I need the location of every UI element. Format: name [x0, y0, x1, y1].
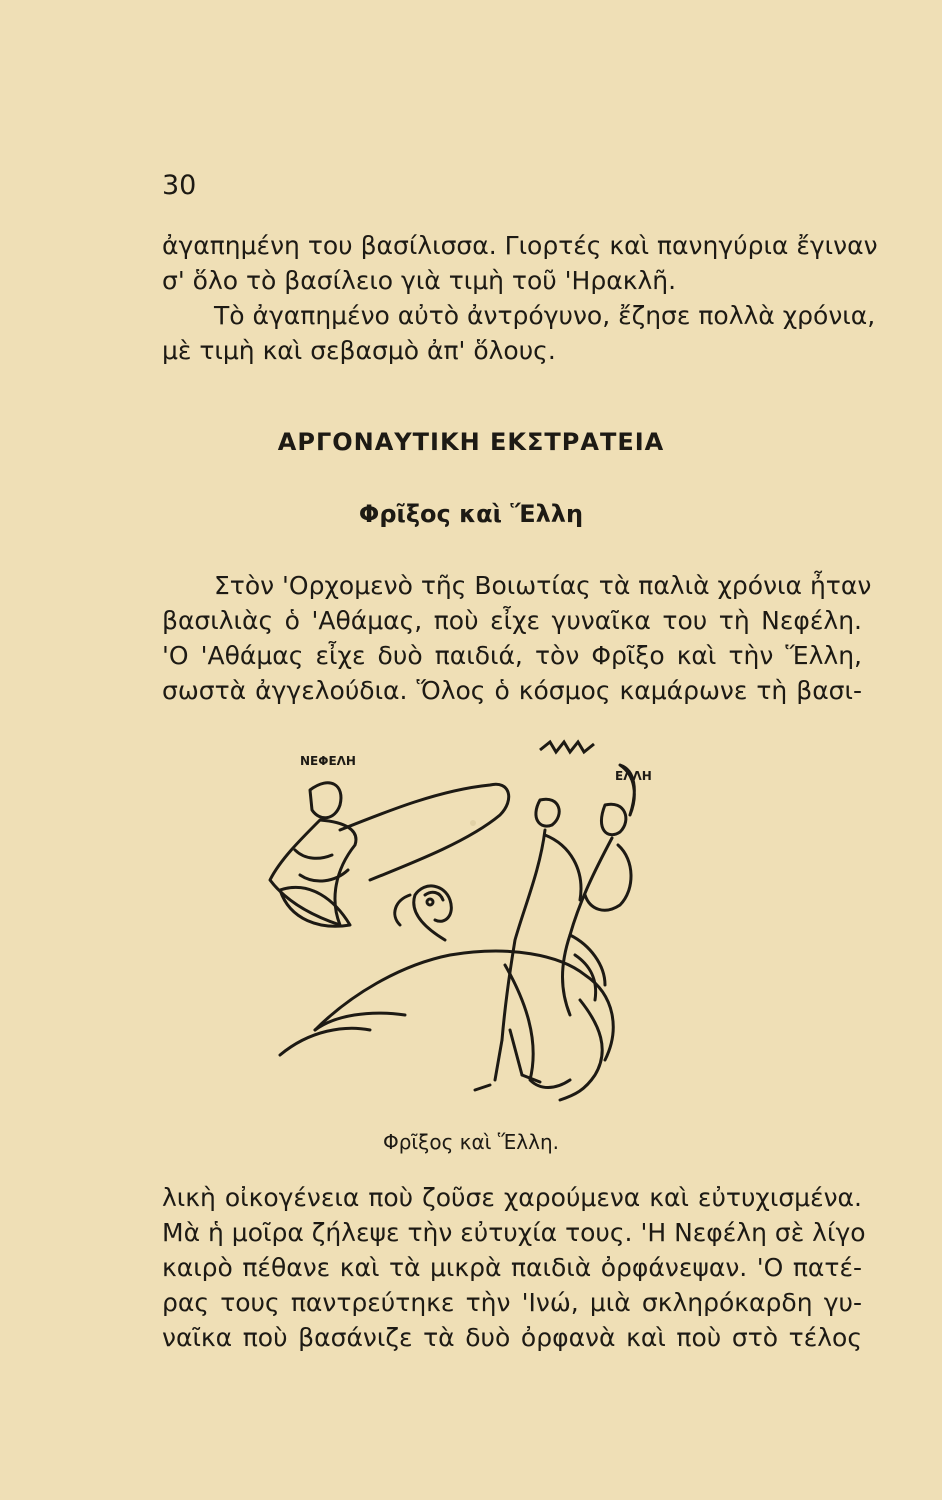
- text-line: ρας τους παντρεύτηκε τὴν 'Ινώ, μιὰ σκληρόκαρδη γυ-: [162, 1288, 862, 1317]
- ram-hind-leg: [505, 965, 570, 1088]
- label-nefeli: ΝΕΦΕΛΗ: [300, 754, 356, 768]
- intro-paragraph: [162, 228, 878, 298]
- text-line: καιρὸ πέθανε καὶ τὰ μικρὰ παιδιὰ ὀρφάνεψαν. 'Ο πατέ-: [162, 1253, 862, 1282]
- chapter-title: ΑΡΓΟΝΑΥΤΙΚΗ ΕΚΣΤΡΑΤΕΙΑ: [277, 428, 665, 456]
- nephele-veil: [340, 784, 509, 880]
- phrixus-head: [536, 799, 559, 826]
- ram-head: [414, 886, 452, 940]
- helle-robe: [563, 838, 613, 1015]
- nephele-head: [310, 783, 341, 818]
- text-line: Στὸν 'Ορχομενὸ τῆς Βοιωτίας τὰ παλιὰ χρόνια ἦταν: [214, 571, 872, 600]
- intro-paragraph-2: [162, 298, 876, 368]
- figure-caption: Φρῖξος καὶ Ἕλλη.: [382, 1130, 560, 1154]
- text-line: βασιλιὰς ὁ 'Αθάμας, ποὺ εἶχε γυναῖκα του τὴ Νεφέλη.: [162, 606, 862, 635]
- paragraph-1: [162, 568, 872, 708]
- ram-back: [315, 951, 613, 1060]
- text-line: 'Ο 'Αθάμας εἶχε δυὸ παιδιά, τὸν Φρῖξο καὶ τὴν Ἕλλη,: [162, 641, 862, 670]
- wind-icon: [540, 742, 594, 752]
- helle-head: [601, 804, 625, 834]
- text-line: ἀγαπημένη του βασίλισσα. Γιορτές καὶ πανηγύρια ἔγιναν: [162, 231, 878, 260]
- section-title: Φρῖξος καὶ Ἕλλη: [358, 500, 584, 528]
- text-line: Μὰ ἡ μοῖρα ζήλεψε τὴν εὐτυχία τους. 'Η Νεφέλη σὲ λίγο: [162, 1218, 866, 1247]
- text-line: μὲ τιμὴ καὶ σεβασμὸ ἀπ' ὅλους.: [162, 336, 556, 365]
- page-number: 30: [162, 170, 197, 201]
- text-line: σ' ὅλο τὸ βασίλειο γιὰ τιμὴ τοῦ 'Ηρακλῆ.: [162, 266, 677, 295]
- text-line: Τὸ ἀγαπημένο αὐτὸ ἀντρόγυνο, ἔζησε πολλὰ χρόνια,: [214, 301, 876, 330]
- paragraph-2: [162, 1180, 866, 1355]
- text-line: λικὴ οἰκογένεια ποὺ ζοῦσε χαρούμενα καὶ εὐτυχισμένα.: [162, 1183, 862, 1212]
- text-line: ναῖκα ποὺ βασάνιζε τὰ δυὸ ὀρφανὰ καὶ ποὺ στὸ τέλος: [162, 1323, 862, 1352]
- label-elli: ΕΛΛΗ: [615, 769, 652, 783]
- phrixus-helle-illustration: [240, 730, 652, 1110]
- text-line: σωστὰ ἀγγελούδια. Ὅλος ὁ κόσμος καμάρωνε τὴ βασι-: [162, 676, 862, 705]
